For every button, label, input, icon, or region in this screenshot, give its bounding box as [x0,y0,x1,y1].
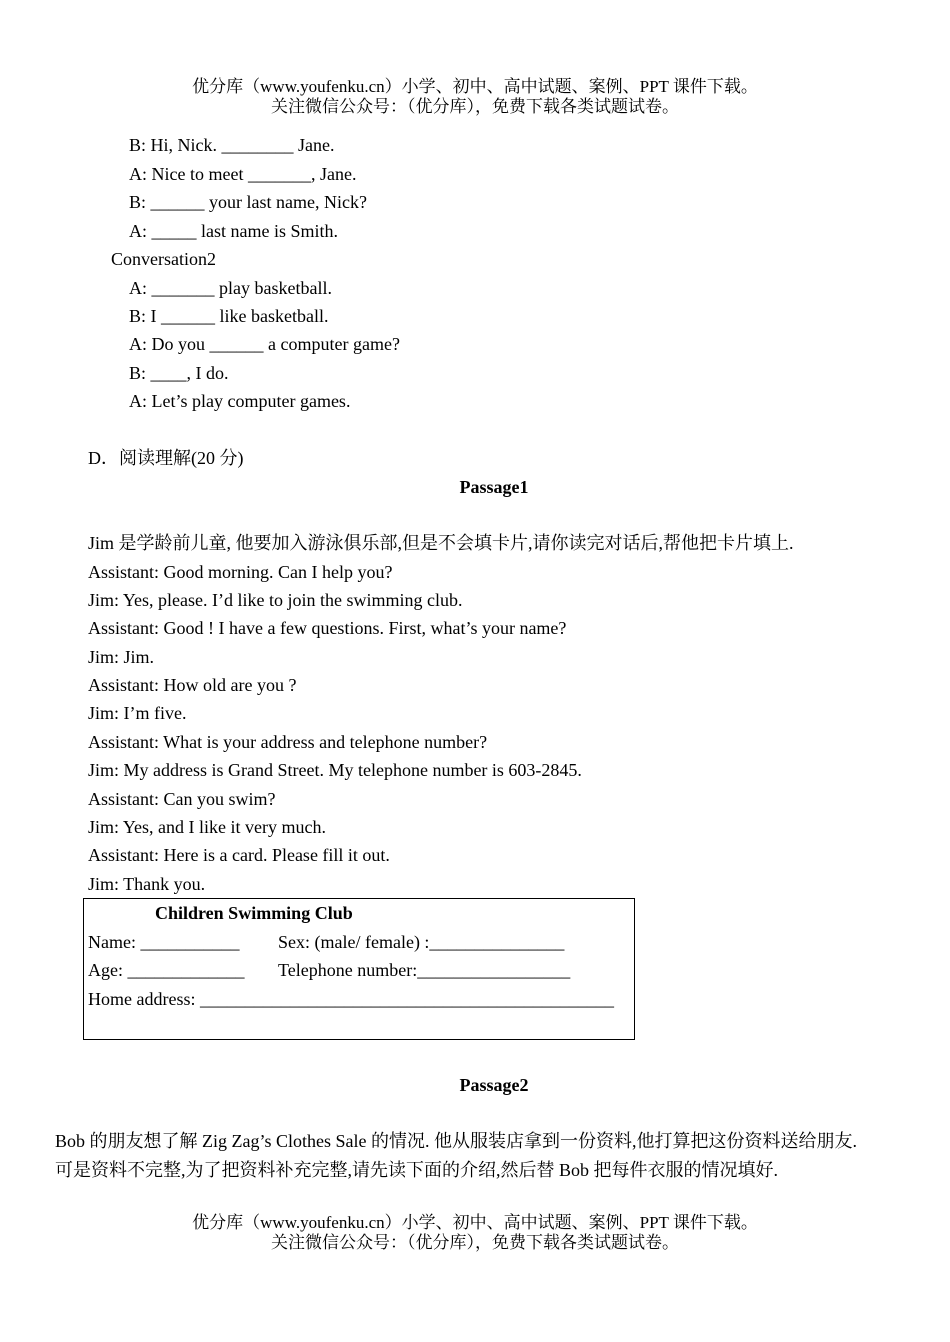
card-address-field: Home address: ______________________________________________ [88,989,614,1009]
dialogue-line: Jim: Yes, and I like it very much. [88,817,326,837]
footer-line-1: 优分库（www.youfenku.cn）小学、初中、高中试题、案例、PPT 课件下载。 [192,1213,758,1232]
page-header [0,77,950,117]
header-line-2: 关注微信公众号：（优分库），免费下载各类试题试卷。 [271,97,679,116]
conversation1-line: A: Nice to meet _______, Jane. [129,164,357,184]
conversation1-line: B: Hi, Nick. ________ Jane. [129,135,335,155]
section-d-heading: D．阅读理解(20 分) [88,448,244,468]
card-sex-field: Sex: (male/ female) :_______________ [278,932,565,952]
conversation2-line: B: I ______ like basketball. [129,306,329,326]
passage2-intro-line-2: 可是资料不完整,为了把资料补充完整,请先读下面的介绍,然后替 Bob 把每件衣服的情况填好. [55,1160,779,1180]
passage2-title: Passage2 [459,1075,529,1095]
conversation2-line: B: ____, I do. [129,363,229,383]
passage1-intro: Jim 是学龄前儿童, 他要加入游泳俱乐部,但是不会填卡片,请你读完对话后,帮他把卡片填上. [88,533,794,553]
conversation2-line: A: Do you ______ a computer game? [129,334,400,354]
conversation2-line: A: Let’s play computer games. [129,391,351,411]
card-name-field: Name: ___________ [88,932,240,952]
conversation2-title: Conversation2 [111,249,216,269]
dialogue-line: Jim: Jim. [88,647,155,667]
conversation1-line: A: _____ last name is Smith. [129,221,338,241]
passage1-title: Passage1 [459,477,529,497]
dialogue-line: Jim: My address is Grand Street. My telephone number is 603-2845. [88,760,582,780]
conversation1-line: B: ______ your last name, Nick? [129,192,367,212]
dialogue-line: Jim: Yes, please. I’d like to join the swimming club. [88,590,463,610]
card-telephone-field: Telephone number:_________________ [278,960,571,980]
dialogue-line: Assistant: Can you swim? [88,789,276,809]
conversation2-line: A: _______ play basketball. [129,278,332,298]
swimming-club-card [83,898,635,1040]
dialogue-line: Assistant: Good morning. Can I help you? [88,562,393,582]
card-title: Children Swimming Club [155,903,353,923]
passage2-intro-line-1: Bob 的朋友想了解 Zig Zag’s Clothes Sale 的情况. 他从服装店拿到一份资料,他打算把这份资料送给朋友. [55,1131,857,1151]
header-line-1: 优分库（www.youfenku.cn）小学、初中、高中试题、案例、PPT 课件下载。 [192,77,758,96]
dialogue-line: Assistant: What is your address and telephone number? [88,732,488,752]
card-age-field: Age: _____________ [88,960,245,980]
dialogue-line: Jim: Thank you. [88,874,206,894]
dialogue-line: Assistant: How old are you ? [88,675,297,695]
dialogue-line: Jim: I’m five. [88,703,187,723]
page-footer [0,1213,950,1253]
dialogue-line: Assistant: Here is a card. Please fill it out. [88,845,390,865]
footer-line-2: 关注微信公众号：（优分库），免费下载各类试题试卷。 [271,1233,679,1252]
dialogue-line: Assistant: Good ! I have a few questions. First, what’s your name? [88,618,567,638]
